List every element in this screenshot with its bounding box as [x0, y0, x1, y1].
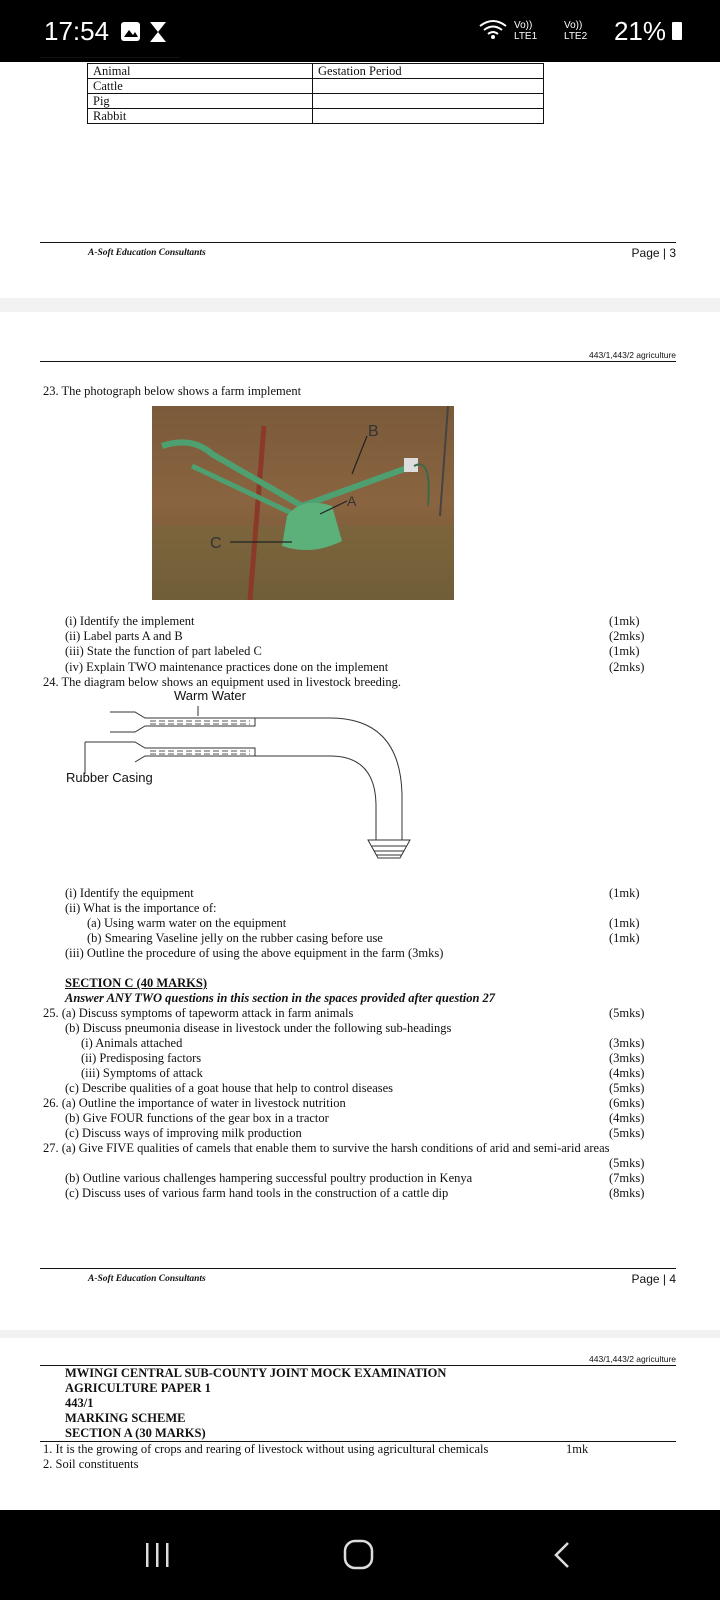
artificial-vagina-diagram — [80, 704, 420, 866]
gestation-table — [87, 63, 544, 124]
section-c-item: (c) Discuss uses of various farm hand tools in the construction of a cattle dip — [65, 1186, 449, 1200]
section-c-item: (i) Animals attached — [81, 1036, 183, 1050]
home-button[interactable] — [342, 1538, 376, 1572]
q24-item: (a) Using warm water on the equipment — [87, 916, 287, 930]
section-c-item: 26. (a) Outline the importance of water in livestock nutrition — [43, 1096, 346, 1110]
heading-line: AGRICULTURE PAPER 1 — [65, 1381, 211, 1395]
q23-item: (iii) State the function of part labeled C — [65, 644, 262, 658]
battery-icon — [670, 20, 684, 42]
q23-mark: (2mks) — [609, 629, 645, 643]
recent-apps-button[interactable] — [144, 1540, 172, 1570]
q24-item: (iii) Outline the procedure of using the above equipment in the farm (3mks) — [65, 946, 444, 960]
q23-mark: (1mk) — [609, 614, 640, 628]
section-c-mark: (8mks) — [609, 1186, 645, 1200]
question-24: 24. The diagram below shows an equipment used in livestock breeding. — [43, 675, 402, 689]
table-header-gestation: Gestation Period — [313, 64, 544, 79]
q24-mark: (1mk) — [609, 886, 640, 900]
section-c-mark: (6mks) — [609, 1096, 645, 1110]
section-c-mark: (3mks) — [609, 1051, 645, 1065]
q24-item: (i) Identify the equipment — [65, 886, 194, 900]
sim2-label: Vo)) LTE2 — [564, 20, 588, 42]
section-c-mark: (7mks) — [609, 1171, 645, 1185]
answer-item: 2. Soil constituents — [43, 1457, 139, 1471]
section-c-mark: (5mks) — [609, 1006, 645, 1020]
section-c-title: SECTION C (40 MARKS) — [65, 976, 208, 990]
sim1-label: Vo)) LTE1 — [514, 20, 538, 42]
table-row: Pig — [88, 94, 313, 109]
q24-item: (ii) What is the importance of: — [65, 901, 217, 915]
page-4 — [0, 312, 720, 1330]
q23-mark: (2mks) — [609, 660, 645, 674]
section-c-item: (iii) Symptoms of attack — [81, 1066, 203, 1080]
status-time: 17:54 — [44, 16, 110, 46]
plough-photo — [152, 406, 454, 600]
q23-item: (iv) Explain TWO maintenance practices done on the implement — [65, 660, 389, 674]
section-c-mark: (4mks) — [609, 1066, 645, 1080]
answer-mark: 1mk — [566, 1442, 589, 1456]
page-number: Page | 3 — [631, 246, 676, 260]
heading-line: SECTION A (30 MARKS) — [65, 1426, 206, 1440]
section-c-mark: (5mks) — [609, 1126, 645, 1140]
section-c-instructions: Answer ANY TWO questions in this section in the spaces provided after question 27 — [65, 991, 496, 1005]
section-c-item: (c) Discuss ways of improving milk production — [65, 1126, 302, 1140]
q23-item: (ii) Label parts A and B — [65, 629, 183, 643]
section-c-item: (c) Describe qualities of a goat house that help to control diseases — [65, 1081, 394, 1095]
back-button[interactable] — [552, 1540, 572, 1570]
heading-line: MARKING SCHEME — [65, 1411, 186, 1425]
photo-label-a: A — [347, 493, 357, 509]
table-row: Cattle — [88, 79, 313, 94]
q24-item: (b) Smearing Vaseline jelly on the rubber casing before use — [87, 931, 383, 945]
diagram-label-rubber-casing: Rubber Casing — [66, 770, 153, 785]
section-c-item: 27. (a) Give FIVE qualities of camels that enable them to survive the harsh conditions of arid and semi-arid areas — [43, 1141, 610, 1155]
q24-mark: (1mk) — [609, 931, 640, 945]
status-bar — [0, 0, 720, 62]
photo-label-c: C — [210, 535, 222, 552]
page-5 — [0, 1338, 720, 1510]
section-c-mark: (3mks) — [609, 1036, 645, 1050]
q23-item: (i) Identify the implement — [65, 614, 195, 628]
navigation-bar — [0, 1510, 720, 1600]
wifi-icon — [478, 18, 508, 40]
section-c-item: (b) Give FOUR functions of the gear box in a tractor — [65, 1111, 329, 1125]
diagram-label-warm-water: Warm Water — [174, 688, 246, 703]
section-c-mark: (5mks) — [609, 1156, 645, 1170]
heading-line: 443/1 — [65, 1396, 94, 1410]
battery-level: 21% — [613, 16, 666, 46]
question-23: 23. The photograph below shows a farm implement — [43, 384, 302, 398]
section-c-mark: (5mks) — [609, 1081, 645, 1095]
footer-left: A-Soft Education Consultants — [88, 248, 206, 258]
section-c-item: 25. (a) Discuss symptoms of tapeworm attack in farm animals — [43, 1006, 354, 1020]
page-number: Page | 4 — [631, 1272, 676, 1286]
photo-label-b: B — [368, 423, 379, 440]
page-3 — [0, 62, 720, 298]
gallery-hourglass-icon — [120, 20, 172, 44]
section-c-item: (b) Discuss pneumonia disease in livestock under the following sub-headings — [65, 1021, 452, 1035]
heading-line: MWINGI CENTRAL SUB-COUNTY JOINT MOCK EXAMINATION — [65, 1366, 447, 1380]
section-c-item: (b) Outline various challenges hampering successful poultry production in Kenya — [65, 1171, 473, 1185]
section-c-mark: (4mks) — [609, 1111, 645, 1125]
footer-left: A-Soft Education Consultants — [88, 1274, 206, 1284]
header-code: 443/1,443/2 agriculture — [589, 350, 676, 360]
q23-mark: (1mk) — [609, 644, 640, 658]
table-row: Rabbit — [88, 109, 313, 124]
notification-icons — [120, 20, 172, 49]
answer-item: 1. It is the growing of crops and rearing of livestock without using agricultural chemicals — [43, 1442, 489, 1456]
header-code: 443/1,443/2 agriculture — [589, 1354, 676, 1364]
table-header-animal: Animal — [88, 64, 313, 79]
section-c-item: (ii) Predisposing factors — [81, 1051, 202, 1065]
q24-mark: (1mk) — [609, 916, 640, 930]
